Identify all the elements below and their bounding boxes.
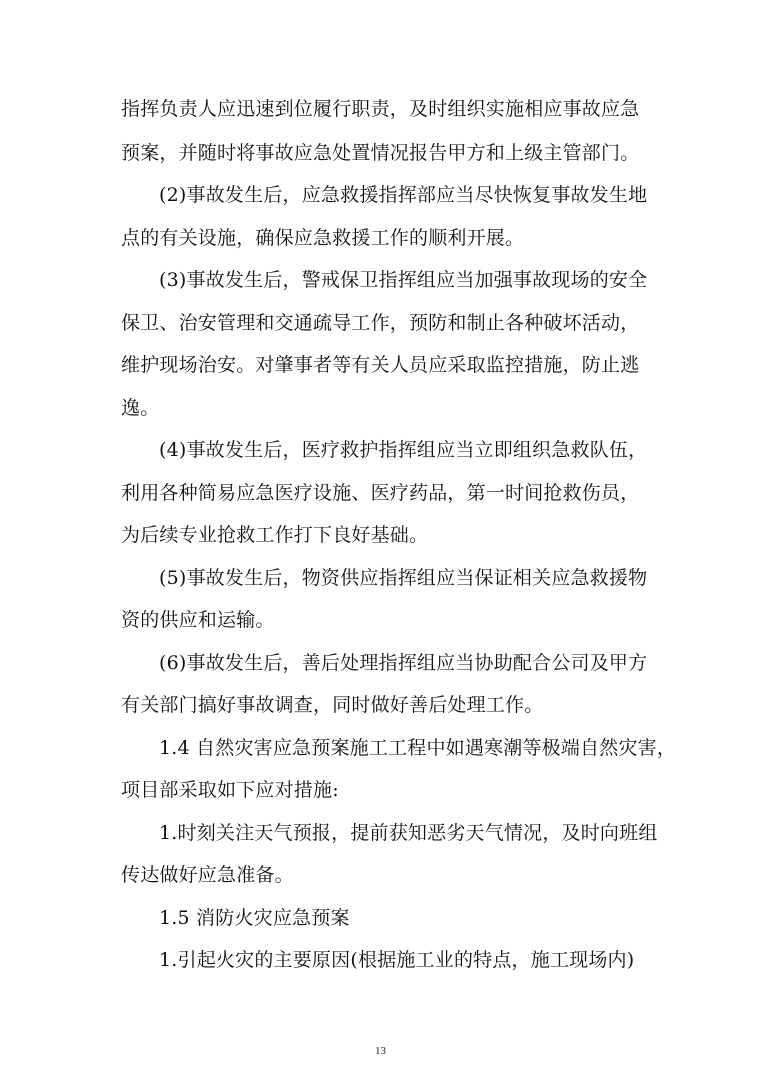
section-heading: 1.5 消防火灾应急预案 [159, 907, 350, 929]
text-line: 1.引起火灾的主要原因(根据施工业的特点，施工现场内) [159, 949, 635, 971]
text-line: 为后续专业抢救工作打下良好基础。 [121, 524, 429, 546]
text-line: (5)事故发生后，物资供应指挥组应当保证相关应急救援物 [159, 567, 648, 589]
text-line: 项目部采取如下应对措施: [121, 779, 339, 801]
text-line: 1.时刻关注天气预报，提前获知恶劣天气情况，及时向班组 [159, 822, 658, 844]
text-line: 有关部门搞好事故调查，同时做好善后处理工作。 [121, 694, 544, 716]
text-line: 指挥负责人应迅速到位履行职责，及时组织实施相应事故应急 [121, 98, 640, 120]
text-line: (4)事故发生后，医疗救护指挥组应当立即组织急救队伍， [159, 439, 648, 461]
text-line: 保卫、治安管理和交通疏导工作，预防和制止各种破坏活动， [121, 312, 640, 334]
text-line: 逸。 [121, 397, 160, 419]
text-line: (2)事故发生后，应急救援指挥部应当尽快恢复事故发生地 [159, 184, 648, 206]
text-line: 1.4 自然灾害应急预案施工工程中如遇寒潮等极端自然灾害， [159, 737, 677, 759]
text-line: 传达做好应急准备。 [121, 864, 294, 886]
text-line: 资的供应和运输。 [121, 609, 275, 631]
text-line: (3)事故发生后，警戒保卫指挥组应当加强事故现场的安全 [159, 269, 648, 291]
text-line: 预案，并随时将事故应急处置情况报告甲方和上级主管部门。 [121, 142, 640, 164]
text-line: 利用各种简易应急医疗设施、医疗药品，第一时间抢救伤员， [121, 482, 640, 504]
text-line: 维护现场治安。对肇事者等有关人员应采取监控措施，防止逃 [121, 354, 640, 376]
text-line: 点的有关设施，确保应急救援工作的顺利开展。 [121, 227, 525, 249]
text-line: (6)事故发生后，善后处理指挥组应当协助配合公司及甲方 [159, 652, 648, 674]
page-number: 13 [375, 1045, 386, 1057]
